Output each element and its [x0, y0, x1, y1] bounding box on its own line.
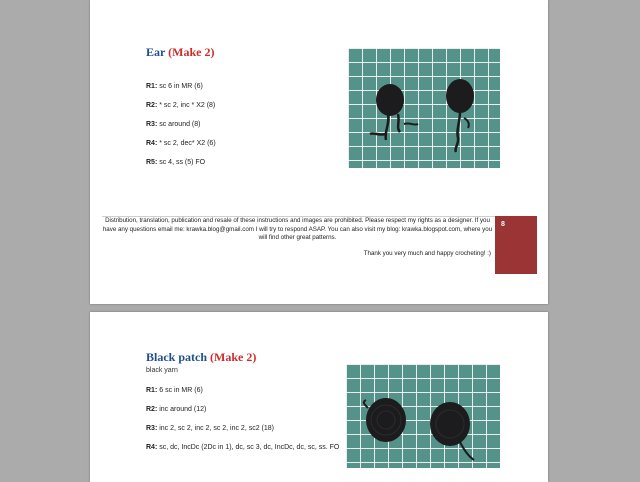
heading-title: Ear: [146, 45, 166, 59]
yarn-note: black yarn: [146, 367, 178, 374]
copyright-notice: Distribution, translation, publication and resale of these instructions and images are prohibited. Please respect my rights as a designer. If you have any questions email me: krawka.blog@gmail.com I will try to respond ASAP. You can also visit my blog: krawka.blogspot.com, where you will find other great patterns.: [102, 217, 493, 242]
crochet-patches-illustration: [346, 364, 500, 468]
row-label: R4:: [146, 140, 158, 147]
row-text: sc, dc, IncDc (2Dc in 1), dc, sc 3, dc, IncDc, dc, sc, ss. FO: [159, 444, 340, 451]
document-page-8: [90, 0, 548, 304]
row-label: R4:: [146, 444, 158, 451]
row-text: sc around (8): [159, 121, 201, 128]
crochet-ears-illustration: [348, 48, 500, 168]
pattern-row: [146, 405, 206, 414]
row-text: inc 2, sc 2, inc 2, sc 2, inc 2, sc2 (18): [159, 425, 275, 432]
row-text: inc around (12): [159, 406, 207, 413]
row-label: R3:: [146, 425, 158, 432]
row-text: * sc 2, inc * X2 (8): [159, 102, 216, 109]
pattern-row: [146, 386, 203, 395]
ear-photo: [348, 48, 500, 168]
section-heading-ear: [146, 45, 214, 60]
row-text: sc 6 in MR (6): [159, 83, 203, 90]
row-label: R3:: [146, 121, 158, 128]
thanks-note: Thank you very much and happy crocheting! :): [363, 249, 491, 257]
row-label: R2:: [146, 102, 158, 109]
pattern-row: [146, 424, 274, 433]
heading-note: (Make 2): [168, 45, 215, 59]
page-number: 8: [501, 221, 505, 228]
pattern-row: [146, 82, 203, 91]
black-patch-photo: [346, 364, 500, 468]
pattern-row: [146, 101, 215, 110]
pattern-row: [146, 158, 205, 167]
page-number-badge: [495, 216, 537, 274]
heading-note: (Make 2): [210, 350, 257, 364]
pattern-row: [146, 120, 200, 129]
row-label: R1:: [146, 83, 158, 90]
row-label: R1:: [146, 387, 158, 394]
row-label: R2:: [146, 406, 158, 413]
pattern-row: [146, 443, 346, 452]
row-text: sc 4, ss (5) FO: [159, 159, 206, 166]
pattern-row: [146, 139, 216, 148]
copyright-footer: [102, 216, 497, 275]
row-label: R5:: [146, 159, 158, 166]
row-text: 6 sc in MR (6): [159, 387, 203, 394]
document-page-9: [90, 312, 548, 482]
heading-title: Black patch: [146, 350, 208, 364]
row-text: * sc 2, dec* X2 (6): [159, 140, 216, 147]
section-heading-black-patch: [146, 350, 256, 365]
